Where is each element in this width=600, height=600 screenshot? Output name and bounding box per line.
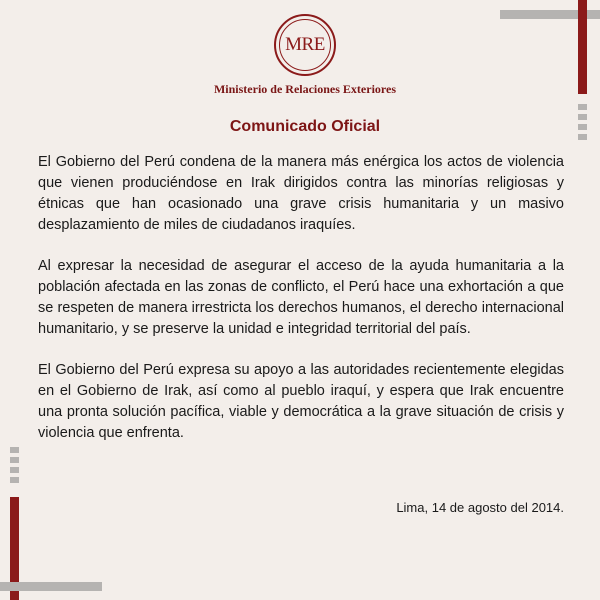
mre-seal-logo — [274, 14, 336, 76]
date-signature: Lima, 14 de agosto del 2014. — [396, 500, 564, 515]
ministry-header — [0, 14, 600, 97]
document-title: Comunicado Oficial — [229, 118, 381, 135]
paragraph-1: El Gobierno del Perú condena de la manera más enérgica los actos de violencia que vienen produciéndose en Irak dirigidos contra las minorías religiosas y étnicas que han ocasionado una grave crisis humanitaria y un masivo desplazamiento de miles de ciudadanos iraquíes. — [38, 154, 564, 233]
paragraph-2: Al expresar la necesidad de asegurar el acceso de la ayuda humanitaria a la población afectada en las zonas de conflicto, el Perú hace una exhortación a que se respeten de manera irrestricta los derechos humanos, el derecho internacional humanitario, y se preserve la unidad e integridad territorial del país. — [38, 258, 564, 337]
paragraph-3: El Gobierno del Perú expresa su apoyo a las autoridades recientemente elegidas en el Gobierno de Irak, así como al pueblo iraquí, y espera que Irak encuentre una pronta solución pacífica, viable y democrática a la grave situación de crisis y violencia que enfrenta. — [38, 362, 564, 441]
document-body — [38, 152, 564, 464]
frame-bottom-dots — [10, 447, 19, 483]
ministry-name: Ministerio de Relaciones Exteriores — [213, 82, 397, 96]
frame-bottom-gray-bar — [0, 582, 102, 591]
mre-logo-text: MRE — [279, 19, 331, 71]
